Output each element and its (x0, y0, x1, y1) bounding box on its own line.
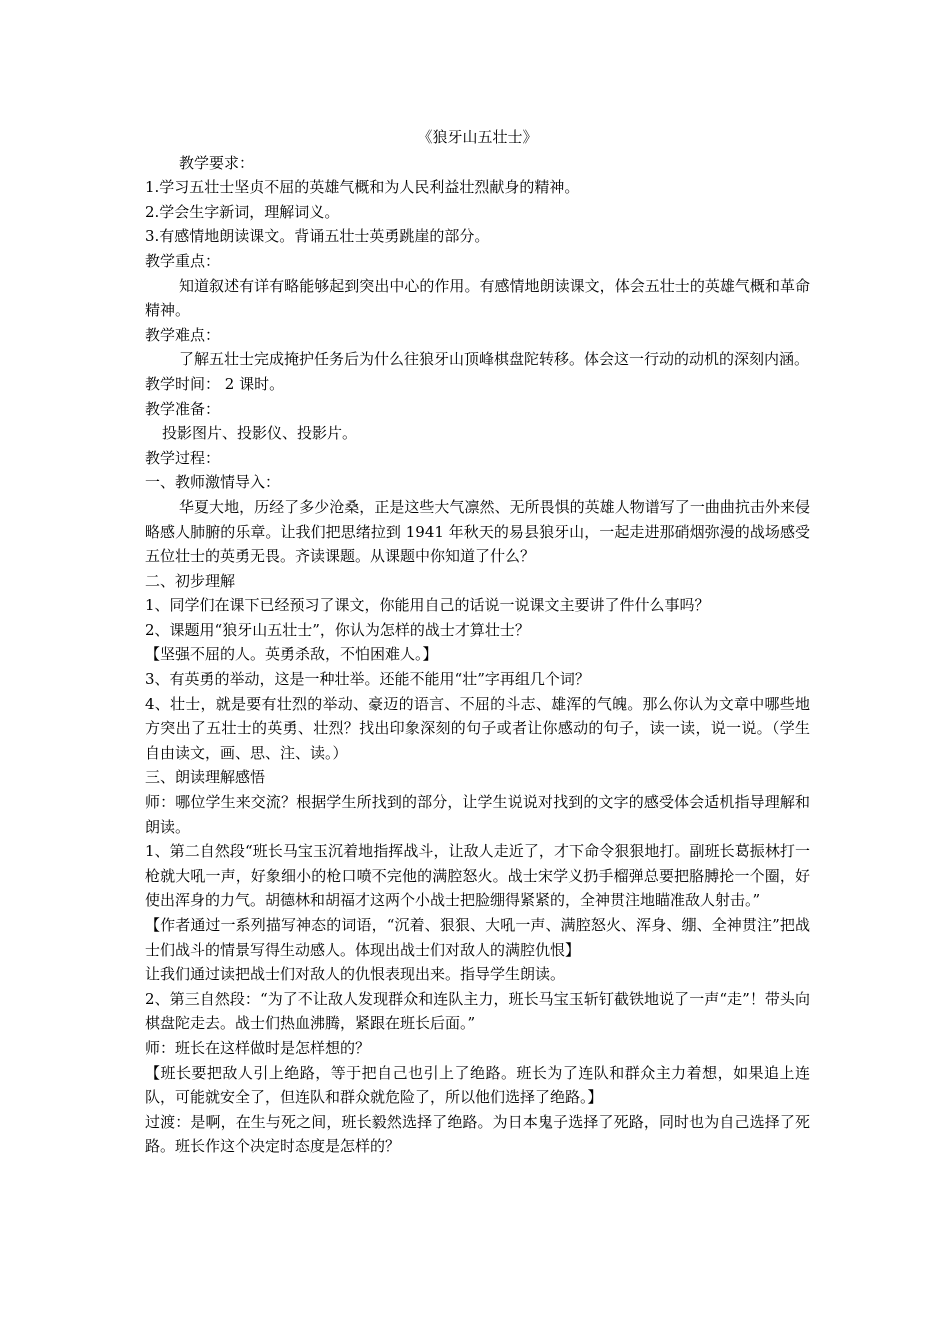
section-2-question-2: 2、课题用“狼牙山五壮士”，你认为怎样的战士才算壮士？ (145, 620, 530, 639)
preparation-heading: 教学准备： (145, 399, 221, 418)
document-page (145, 125, 810, 1159)
requirements-heading: 教学要求： (179, 153, 255, 172)
section-3-passage-1: 1、第二自然段“班长马宝玉沉着地指挥战斗，让敌人走近了，才下命令狠狠地打。副班长葛振林打一枪就大吼一声，好象细小的枪口喷不完他的满腔怒火。战士宋学义扔手榴弹总要把胳膊抡一个圈，好使出浑身的力气。胡德林和胡福才这两个小战士把脸绷得紧紧的，全神贯注地瞄准敌人射击。” (145, 842, 810, 910)
section-3-passage-2: 2、第三自然段：“为了不让敌人发现群众和连队主力，班长马宝玉斩钉截铁地说了一声“走”！带头向棋盘陀走去。战士们热血沸腾，紧跟在班长后面。” (145, 989, 810, 1033)
section-2-question-1: 1、同学们在课下已经预习了课文，你能用自己的话说一说课文主要讲了件什么事吗？ (145, 596, 710, 615)
process-heading: 教学过程： (145, 448, 221, 467)
section-1-text: 华夏大地，历经了多少沧桑，正是这些大气凛然、无所畏惧的英雄人物谱写了一曲曲抗击外来侵略感人肺腑的乐章。让我们把思绪拉到 1941 年秋天的易县狼牙山，一起走进那硝烟弥漫的战场感受五位壮士的英勇无畏。齐读课题。从课题中你知道了什么？ (145, 497, 810, 566)
section-3-answer-1: 【作者通过一系列描写神态的词语，“沉着、狠狠、大吼一声、满腔怒火、浑身、绷、全神贯注”把战士们战斗的情景写得生动感人。体现出战士们对敌人的满腔仇恨】 (145, 916, 810, 959)
requirement-item-1: 1.学习五壮士坚贞不屈的英雄气概和为人民利益壮烈献身的精神。 (145, 178, 580, 197)
requirement-item-2: 2.学会生字新词，理解词义。 (145, 202, 340, 221)
key-points-text: 知道叙述有详有略能够起到突出中心的作用。有感情地朗读课文，体会五壮士的英雄气概和革命精神。 (145, 276, 810, 320)
section-3-teacher-3: 师：班长在这样做时是怎样想的？ (145, 1038, 371, 1057)
section-3-transition: 过渡：是啊，在生与死之间，班长毅然选择了绝路。为日本鬼子选择了死路，同时也为自己选择了死路。班长作这个决定时态度是怎样的？ (145, 1112, 810, 1156)
section-2-question-4: 4、壮士，就是要有壮烈的举动、豪迈的语言、不屈的斗志、雄浑的气魄。那么你认为文章中哪些地方突出了五壮士的英勇、壮烈？找出印象深刻的句子或者让你感动的句子，读一读，说一说。（学生自由读文，画、思、注、读。） (145, 694, 810, 762)
document-title: 《狼牙山五壮士》 (417, 128, 538, 146)
preparation-text: 投影图片、投影仪、投影片。 (162, 424, 358, 443)
difficulty-heading: 教学难点： (145, 325, 221, 344)
section-3-teacher-2: 让我们通过读把战士们对敌人的仇恨表现出来。指导学生朗读。 (145, 965, 566, 984)
key-points-heading: 教学重点： (145, 251, 221, 270)
requirement-item-3: 3.有感情地朗读课文。背诵五壮士英勇跳崖的部分。 (145, 227, 490, 246)
difficulty-text: 了解五壮士完成掩护任务后为什么往狼牙山顶峰棋盘陀转移。体会这一行动的动机的深刻内涵。 (179, 350, 810, 369)
teaching-time: 教学时间： 2 课时。 (145, 374, 285, 393)
section-2-question-3: 3、有英勇的举动，这是一种壮举。还能不能用“壮”字再组几个词？ (145, 670, 590, 689)
section-1-heading: 一、教师激情导入： (145, 473, 281, 492)
section-3-teacher-1: 师：哪位学生来交流？根据学生所找到的部分，让学生说说对找到的文字的感受体会适机指导理解和朗读。 (145, 793, 810, 836)
section-3-heading: 三、朗读理解感悟 (145, 768, 266, 787)
section-2-heading: 二、初步理解 (145, 571, 236, 590)
section-3-answer-3: 【班长要把敌人引上绝路，等于把自己也引上了绝路。班长为了连队和群众主力着想，如果追上连队，可能就安全了，但连队和群众就危险了，所以他们选择了绝路。】 (145, 1063, 810, 1107)
section-2-answer-2: 【坚强不屈的人。英勇杀敌，不怕困难人。】 (145, 645, 438, 664)
